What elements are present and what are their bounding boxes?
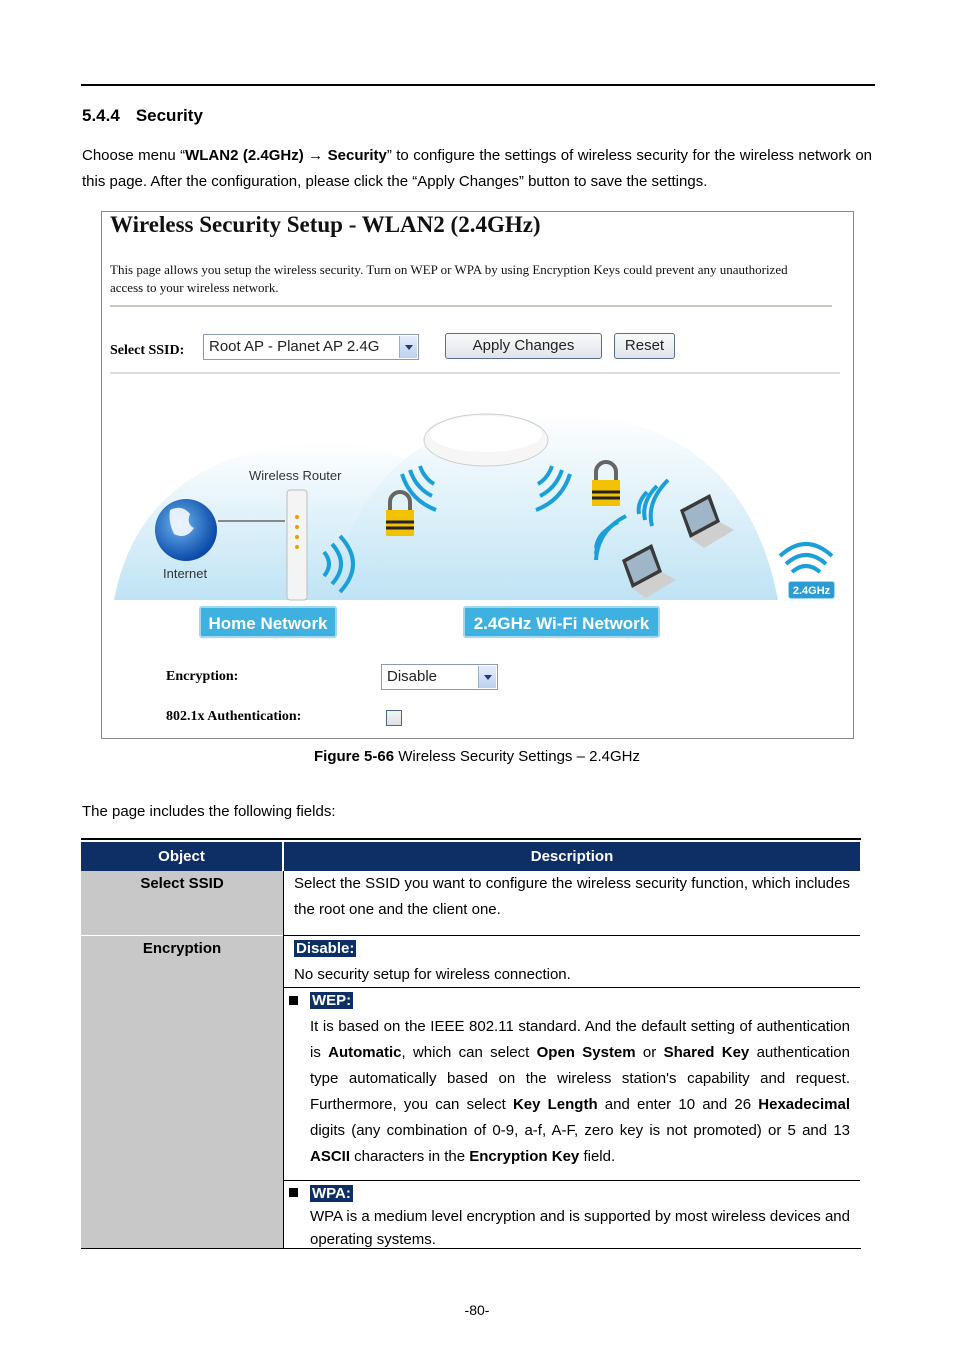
wep-text: field.: [579, 1148, 616, 1165]
wep-text: It is based on the IEEE 802.11 standard. And the default setting of authentication is: [310, 1018, 850, 1061]
wep-bold: Hexadecimal: [758, 1096, 850, 1113]
intro-text: Choose menu “: [82, 147, 186, 164]
cell-select-ssid: Select SSID: [81, 871, 283, 935]
ssid-label: Select SSID:: [110, 343, 185, 358]
menu-security: Security: [327, 147, 387, 164]
column-divider: [283, 871, 284, 1248]
desc-select-ssid: Select the SSID you want to configure the wireless security function, which includes the root one and the client one.: [294, 875, 850, 918]
wpa-text: WPA is a medium level encryption and is supported by most wireless devices and operating systems.: [310, 1208, 850, 1248]
fields-intro: The page includes the following fields:: [82, 803, 336, 820]
caption-text: Wireless Security Settings – 2.4GHz: [394, 748, 640, 765]
auth-label: 802.1x Authentication:: [166, 709, 302, 724]
wep-text: , which can select: [401, 1044, 537, 1061]
menu-wlan2: WLAN2 (2.4GHz): [185, 147, 304, 164]
desc-wep: [310, 988, 850, 1170]
internet-label: Internet: [163, 566, 208, 581]
figure-description: This page allows you setup the wireless security. Turn on WEP or WPA by using Encryption Keys could prevent any unauthorized access to your wireless network.: [110, 262, 788, 295]
header-rule: [81, 84, 875, 86]
table-top-rule: [81, 838, 861, 840]
page-number: -80-: [464, 1302, 490, 1318]
encryption-selected-value: Disable: [387, 668, 438, 685]
table-header-object: Object: [81, 842, 282, 871]
encryption-label: Encryption:: [166, 669, 239, 684]
intro-text-rest: ” to configure the settings of wireless security for the wireless network on this page. After the configuration, please click the “Apply Changes” button to save the settings.: [82, 147, 873, 190]
wep-bold: ASCII: [310, 1148, 351, 1165]
figure-caption: [0, 748, 954, 765]
reset-button[interactable]: Reset: [614, 333, 675, 359]
ssid-selected-value: Root AP - Planet AP 2.4G: [209, 338, 380, 355]
disable-tag: Disable:: [296, 940, 355, 957]
router-label: Wireless Router: [249, 468, 342, 483]
chevron-down-icon[interactable]: [399, 336, 417, 358]
table-header-description: Description: [284, 842, 860, 871]
encryption-select[interactable]: [381, 664, 498, 690]
desc-disable: [294, 936, 850, 988]
wep-bold: Automatic: [328, 1044, 402, 1061]
section-title: Security: [135, 106, 203, 125]
wifi-network-badge: 2.4GHz Wi-Fi Network: [463, 606, 660, 638]
home-network-badge: Home Network: [199, 606, 337, 638]
wep-bold: Encryption Key: [469, 1148, 580, 1165]
band-badge: 2.4GHz: [788, 581, 835, 599]
section-heading: [82, 106, 203, 126]
figure-screenshot: [101, 211, 854, 739]
divider: [110, 305, 832, 307]
divider: [110, 372, 840, 374]
chevron-down-icon[interactable]: [478, 666, 496, 688]
arrow-icon: →: [303, 147, 328, 164]
wep-bold: Open System: [536, 1044, 636, 1061]
wep-text: digits (any combination of 0-9, a-f, A-F, zero key is not promoted) or 5 and 13: [310, 1122, 850, 1139]
disable-text: No security setup for wireless connection.: [294, 966, 571, 983]
wep-text: characters in the: [350, 1148, 470, 1165]
figure-title: Wireless Security Setup - WLAN2 (2.4GHz): [110, 212, 541, 237]
ssid-select[interactable]: [203, 334, 419, 360]
desc-wpa: [310, 1180, 850, 1251]
auth-checkbox[interactable]: [386, 710, 402, 726]
wep-tag: WEP:: [312, 992, 352, 1009]
figure-number: Figure 5-66: [314, 748, 395, 765]
table-bottom-rule: [81, 1248, 861, 1249]
cell-encryption: Encryption: [81, 936, 283, 1248]
wep-bold: Key Length: [512, 1096, 598, 1113]
section-number: 5.4.4: [82, 106, 120, 125]
wep-text: authentication type automatically based on the wireless station's capability and request. Furthermore, you can select: [310, 1044, 850, 1113]
intro-paragraph: [82, 143, 872, 195]
bullet-icon: [289, 996, 298, 1005]
bullet-icon: [289, 1188, 298, 1197]
wep-bold: Shared Key: [663, 1044, 750, 1061]
wep-text: or: [635, 1044, 664, 1061]
apply-changes-button[interactable]: Apply Changes: [445, 333, 602, 359]
wpa-tag: WPA:: [312, 1185, 351, 1202]
wep-text: and enter 10 and 26: [597, 1096, 759, 1113]
